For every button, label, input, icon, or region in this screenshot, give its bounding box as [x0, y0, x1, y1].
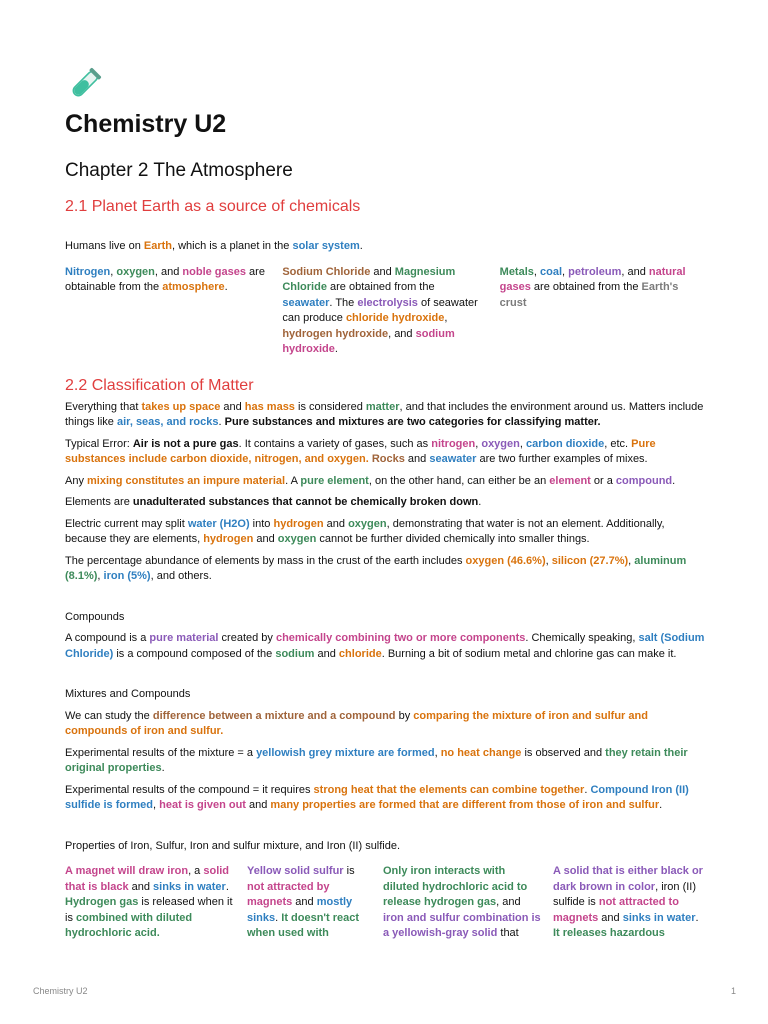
highlighted-term: Rocks [371, 453, 405, 465]
mixing-paragraph: Any mixing constitutes an impure material. A pure element, on the other hand, can either be an element or a compound. [65, 474, 676, 487]
property-sulfur: Yellow solid sulfur is not attracted by magnets and mostly sinks. It doesn't react when used with [247, 865, 360, 939]
electrolysis-paragraph: Electric current may split water (H2O) into hydrogen and oxygen, demonstrating that water is not an element. Additionally, because they are elements, hydrogen and oxygen cannot be further divided chemically into smaller things. [65, 517, 665, 545]
highlighted-term: chloride [338, 647, 382, 660]
test-tube-icon [65, 66, 103, 104]
highlighted-term: Yellow solid sulfur [247, 865, 344, 877]
highlighted-term: takes up space [141, 400, 221, 413]
section-heading-2-2: 2.2 Classification of Matter [65, 376, 254, 394]
highlighted-term: Sodium Chloride [282, 265, 371, 278]
highlighted-term: combined with diluted hydrochloric acid. [65, 911, 193, 939]
highlighted-term: Earth [143, 240, 172, 252]
highlighted-term: matter [365, 400, 400, 413]
highlighted-term: has mass [244, 400, 295, 413]
highlighted-term: yellowish grey mixture are formed [256, 746, 435, 759]
highlighted-term: oxygen [481, 437, 520, 450]
highlighted-term: air, seas, and rocks [116, 416, 219, 428]
highlighted-term: Air is not a pure gas [132, 437, 239, 450]
study-paragraph: We can study the difference between a mixture and a compound by comparing the mixture of iron and sulfur and compounds of iron and sulfur. [65, 709, 648, 737]
highlighted-term: hydrogen hydroxide [282, 327, 389, 340]
highlighted-term: mixing constitutes an impure material [87, 474, 286, 487]
matter-paragraph: Everything that takes up space and has mass is considered matter, and that includes the environment around us. Matters include things like air, seas, and rocks. Pure substances and mixtures are two categories for classifying matter. [65, 400, 704, 428]
highlighted-term: atmosphere [162, 281, 225, 293]
highlighted-term: hydrogen [203, 533, 254, 545]
highlighted-term: carbon dioxide [525, 437, 605, 450]
highlighted-term: salt (Sodium Chloride) [65, 632, 705, 660]
highlighted-term: coal [540, 265, 563, 278]
highlighted-term: Pure substances include carbon dioxide, nitrogen, and oxygen. [65, 437, 656, 465]
highlighted-term: Earth's crust [499, 281, 679, 309]
document-page [65, 66, 705, 942]
highlighted-term: chloride hydroxide [345, 312, 445, 324]
highlighted-term: oxygen (46.6%) [465, 554, 546, 567]
highlighted-term: sodium [275, 647, 315, 660]
highlighted-term: they retain their original properties [65, 746, 688, 774]
highlighted-term: Hydrogen gas [65, 896, 139, 908]
highlighted-term: Pure substances and mixtures are two categories for classifying matter. [224, 416, 601, 428]
page-number: 1 [730, 986, 736, 996]
elements-paragraph: Elements are unadulterated substances that cannot be chemically broken down. [65, 496, 482, 508]
highlighted-term: strong heat that the elements can combine together [313, 783, 585, 796]
highlighted-term: seawater [282, 296, 330, 309]
property-mixture: Only iron interacts with diluted hydrochloric acid to release hydrogen gas, and iron and sulfur combination is a yellowish-gray solid that [383, 865, 541, 939]
highlighted-term: It doesn't react when used with [247, 911, 360, 939]
highlighted-term: not attracted to magnets [553, 896, 679, 924]
highlighted-term: Metals [499, 265, 534, 278]
highlighted-term: Magnesium Chloride [282, 265, 456, 293]
highlighted-term: oxygen [348, 517, 387, 530]
highlighted-term: Nitrogen [65, 265, 111, 278]
abundance-paragraph: The percentage abundance of elements by mass in the crust of the earth includes oxygen (46.6%), silicon (27.7%), aluminum (8.1%), iron (5%), and others. [65, 554, 687, 582]
compound-paragraph: A compound is a pure material created by chemically combining two or more components. Chemically speaking, salt (Sodium Chloride) is a compound composed of the sodium and chloride. Burning a bit of sodium metal and chlorine gas can make it. [65, 632, 705, 660]
page-title: Chemistry U2 [65, 110, 227, 138]
air-error-paragraph: Typical Error: Air is not a pure gas. It contains a variety of gases, such as nitrogen, oxygen, carbon dioxide, etc. Pure substances include carbon dioxide, nitrogen, and oxygen. Rocks and seawater are two further examples of mixes. [65, 437, 656, 465]
highlighted-term: seawater [429, 453, 477, 465]
highlighted-term: sodium hydroxide [282, 327, 455, 355]
highlighted-term: Only iron interacts with diluted hydrochloric acid to release hydrogen gas [383, 865, 528, 908]
mixtures-heading: Mixtures and Compounds [65, 688, 191, 700]
highlighted-term: chemically combining two or more components [275, 632, 526, 644]
highlighted-term: iron and sulfur combination is a yellowish-gray solid [383, 911, 541, 939]
highlighted-term: solid that is black [65, 865, 230, 893]
properties-columns [65, 864, 705, 942]
intro-paragraph: Humans live on Earth, which is a planet in the solar system. [65, 240, 363, 252]
highlighted-term: unadulterated substances that cannot be chemically broken down [132, 496, 479, 508]
highlighted-term: sinks in water [622, 911, 696, 924]
highlighted-term: iron (5%) [103, 570, 151, 582]
highlighted-term: water (H2O) [187, 517, 250, 530]
highlighted-term: pure material [149, 632, 219, 644]
footer-title: Chemistry U2 [33, 986, 88, 996]
highlighted-term: hydrogen [273, 517, 324, 530]
highlighted-term: electrolysis [357, 296, 418, 309]
highlighted-term: petroleum [568, 265, 622, 278]
highlighted-term: no heat change [440, 746, 522, 759]
highlighted-term: Compound Iron (II) sulfide is formed [65, 783, 689, 811]
highlighted-term: oxygen [116, 265, 155, 278]
highlighted-term: pure element [300, 474, 369, 487]
mixture-results-paragraph: Experimental results of the mixture = a yellowish grey mixture are formed, no heat change is observed and they retain their original properties. [65, 746, 688, 774]
column-seawater: Sodium Chloride and Magnesium Chloride are obtained from the seawater. The electrolysis of seawater can produce chloride hydroxide, hydrogen hydroxide, and sodium hydroxide. [282, 265, 478, 355]
chapter-heading: Chapter 2 The Atmosphere [65, 160, 293, 181]
highlighted-term: sinks in water [153, 880, 226, 893]
sources-columns [65, 265, 705, 358]
section-heading-2-1: 2.1 Planet Earth as a source of chemicals [65, 198, 361, 215]
property-iron: A magnet will draw iron, a solid that is black and sinks in water. Hydrogen gas is released when it is combined with diluted hydrochloric acid. [65, 865, 233, 939]
compound-results-paragraph: Experimental results of the compound = it requires strong heat that the elements can combine together. Compound Iron (II) sulfide is formed, heat is given out and many properties are formed that are different from those of iron and sulfur. [65, 783, 689, 811]
compounds-heading: Compounds [65, 610, 125, 623]
highlighted-term: compound [615, 474, 673, 487]
highlighted-term: It releases hazardous [553, 927, 665, 939]
highlighted-term: silicon (27.7%) [551, 554, 629, 567]
highlighted-term: aluminum (8.1%) [65, 554, 687, 582]
highlighted-term: A solid that is either black or dark brown in color [553, 865, 703, 893]
column-earth-crust: Metals, coal, petroleum, and natural gases are obtained from the Earth's crust [499, 265, 686, 309]
highlighted-term: heat is given out [159, 799, 246, 811]
highlighted-term: natural gases [499, 265, 686, 293]
highlighted-term: noble gases [182, 265, 246, 278]
highlighted-term: comparing the mixture of iron and sulfur and compounds of iron and sulfur. [65, 709, 648, 737]
highlighted-term: element [549, 474, 591, 487]
highlighted-term: difference between a mixture and a compound [152, 709, 396, 722]
property-iron-sulfide: A solid that is either black or dark brown in color, iron (II) sulfide is not attracted to magnets and sinks in water. It releases hazardous [553, 865, 703, 939]
highlighted-term: not attracted by magnets [247, 880, 330, 908]
highlighted-term: nitrogen [431, 437, 476, 450]
highlighted-term: solar system [292, 240, 360, 252]
highlighted-term: A magnet will draw iron [65, 865, 189, 877]
highlighted-term: many properties are formed that are different from those of iron and sulfur [270, 799, 660, 811]
properties-heading: Properties of Iron, Sulfur, Iron and sulfur mixture, and Iron (II) sulfide. [65, 839, 401, 852]
highlighted-term: oxygen [277, 533, 317, 545]
highlighted-term: mostly sinks [247, 896, 353, 924]
column-atmosphere: Nitrogen, oxygen, and noble gases are obtainable from the atmosphere. [65, 265, 265, 293]
